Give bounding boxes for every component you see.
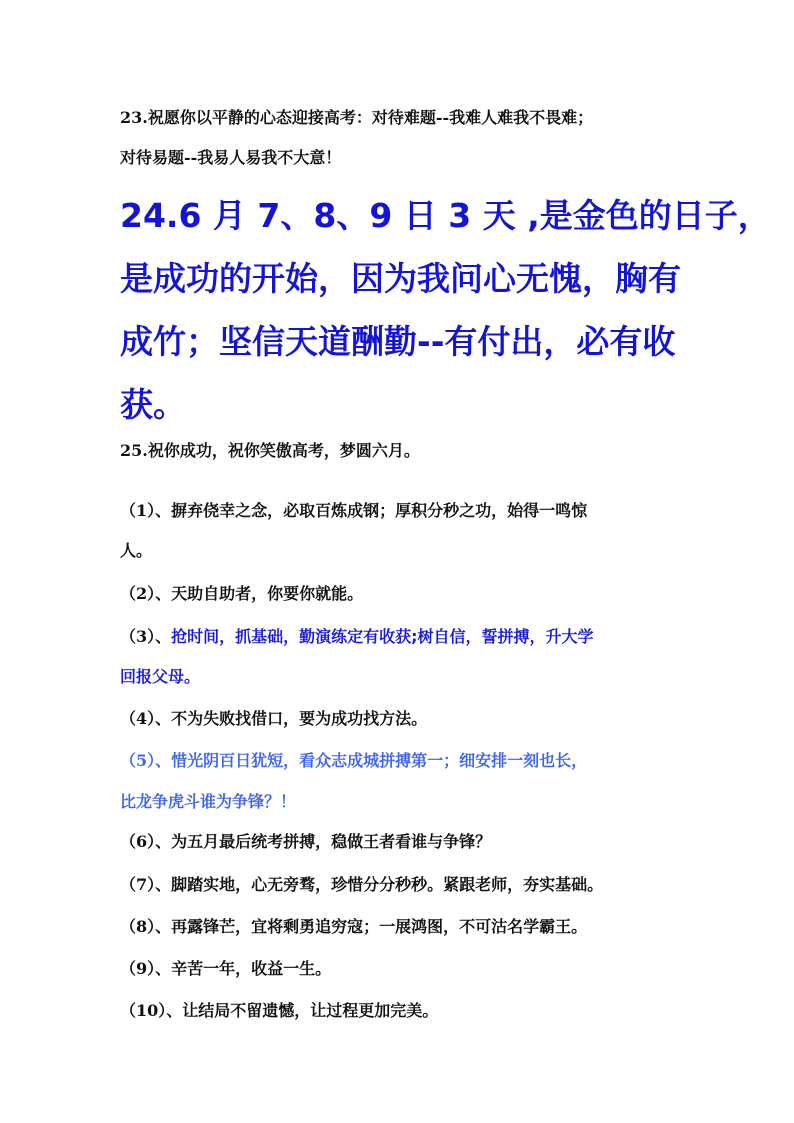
sub-item-3-line-2: 回报父母。 <box>120 667 201 686</box>
sub-item-4: （4）、不为失败找借口，要为成功找方法。 <box>120 709 428 728</box>
sub-item-6: （6）、为五月最后统考拼搏，稳做王者看谁与争锋？ <box>120 832 492 851</box>
sub-item-7: （7）、脚踏实地，心无旁骛，珍惜分分秒秒。紧跟老师，夯实基础。 <box>120 875 604 894</box>
item-24-line-2: 是成功的开始，因为我问心无愧，胸有 <box>120 259 681 298</box>
sub-item-9: （9）、辛苦一年，收益一生。 <box>120 959 332 978</box>
sub-item-1-line-1: （1）、摒弃侥幸之念，必取百炼成钢；厚积分秒之功，始得一鸣惊 <box>120 501 588 520</box>
item-25: 25.祝你成功，祝你笑傲高考，梦圆六月。 <box>120 441 420 460</box>
sub-item-3-line-1 <box>120 627 594 647</box>
item-23-line-2: 对待易题--我易人易我不大意！ <box>120 148 342 167</box>
item-24-line-4: 获。 <box>120 385 186 424</box>
sub-item-5-line-2: 比龙争虎斗谁为争锋？！ <box>120 792 297 811</box>
item-23-line-1: 23.祝愿你以平静的心态迎接高考：对待难题--我难人难我不畏难； <box>120 108 594 127</box>
sub-item-10: （10）、让结局不留遗憾，让过程更加完美。 <box>120 1001 439 1020</box>
sub-item-3-prefix: （3）、 <box>120 627 172 646</box>
sub-item-3-text: 抢时间，抓基础，勤演练定有收获;树自信，誓拼搏，升大学 <box>171 627 594 646</box>
item-24-line-3: 成竹；坚信天道酬勤--有付出，必有收 <box>120 322 676 361</box>
sub-item-1-line-2: 人。 <box>120 541 153 560</box>
sub-item-8: （8）、再露锋芒，宜将剩勇追穷寇；一展鸿图，不可沽名学霸王。 <box>120 917 588 936</box>
item-24-line-1: 24.6 月 7、8、9 日 3 天 ,是金色的日子， <box>120 196 771 235</box>
sub-item-2: （2）、天助自助者，你要你就能。 <box>120 584 364 603</box>
sub-item-5-line-1: （5）、惜光阴百日犹短，看众志成城拼搏第一；细安排一刻也长， <box>120 751 588 770</box>
